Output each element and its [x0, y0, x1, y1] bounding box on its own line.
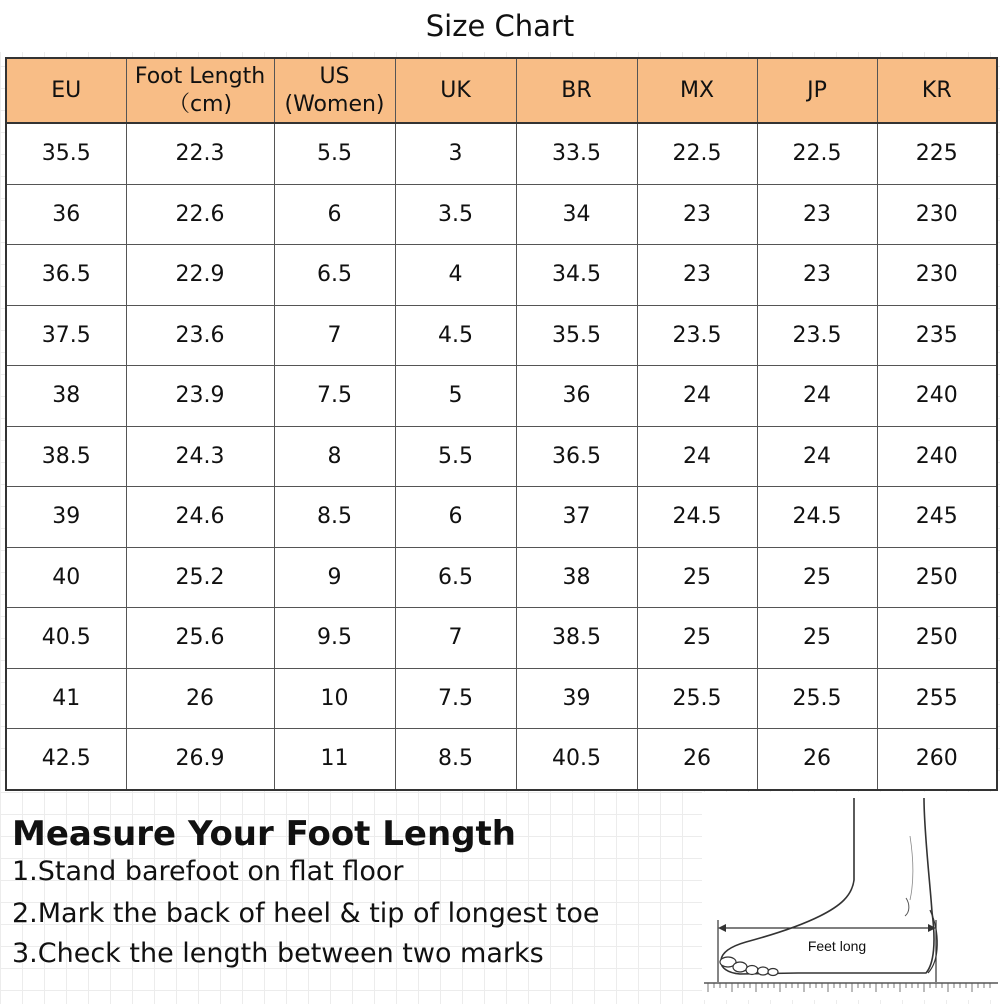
- cell-uk: 7.5: [395, 668, 516, 729]
- table-row: [6, 245, 997, 306]
- table-row: [6, 729, 997, 790]
- cell-foot-length: 26.9: [126, 729, 274, 790]
- cell-br: 34.5: [516, 245, 637, 306]
- cell-uk: 6: [395, 487, 516, 548]
- step-2: 2.Mark the back of heel & tip of longest toe: [12, 898, 600, 929]
- cell-uk: 5.5: [395, 426, 516, 487]
- cell-eu: 40: [6, 547, 126, 608]
- header-kr: [877, 58, 997, 123]
- table-header-row: [6, 58, 997, 123]
- step-3: 3.Check the length between two marks: [12, 938, 544, 969]
- cell-br: 40.5: [516, 729, 637, 790]
- cell-us: 8.5: [274, 487, 395, 548]
- cell-mx: 25.5: [637, 668, 757, 729]
- cell-kr: 240: [877, 426, 997, 487]
- header-foot-length-unit: （cm): [167, 91, 233, 117]
- cell-kr: 260: [877, 729, 997, 790]
- cell-foot-length: 25.2: [126, 547, 274, 608]
- table-row: [6, 487, 997, 548]
- cell-uk: 4.5: [395, 305, 516, 366]
- cell-mx: 25: [637, 608, 757, 669]
- cell-jp: 25.5: [757, 668, 877, 729]
- cell-jp: 24: [757, 426, 877, 487]
- cell-jp: 24: [757, 366, 877, 427]
- cell-jp: 26: [757, 729, 877, 790]
- foot-measure-diagram: [702, 792, 1000, 1000]
- header-us: [274, 58, 395, 123]
- header-us-sub: (Women): [284, 91, 385, 117]
- table-row: [6, 366, 997, 427]
- cell-mx: 24: [637, 366, 757, 427]
- cell-us: 7: [274, 305, 395, 366]
- cell-us: 9: [274, 547, 395, 608]
- cell-foot-length: 24.3: [126, 426, 274, 487]
- cell-foot-length: 22.6: [126, 184, 274, 245]
- measure-heading: Measure Your Foot Length: [12, 814, 516, 854]
- cell-eu: 40.5: [6, 608, 126, 669]
- cell-uk: 7: [395, 608, 516, 669]
- cell-us: 7.5: [274, 366, 395, 427]
- header-br: [516, 58, 637, 123]
- measure-instructions: [0, 806, 700, 1000]
- feet-long-label: Feet long: [807, 938, 867, 954]
- cell-mx: 26: [637, 729, 757, 790]
- cell-kr: 255: [877, 668, 997, 729]
- cell-br: 36.5: [516, 426, 637, 487]
- cell-jp: 23: [757, 184, 877, 245]
- cell-us: 5.5: [274, 123, 395, 184]
- cell-jp: 23.5: [757, 305, 877, 366]
- cell-jp: 24.5: [757, 487, 877, 548]
- cell-foot-length: 23.6: [126, 305, 274, 366]
- cell-mx: 23: [637, 245, 757, 306]
- cell-eu: 41: [6, 668, 126, 729]
- header-jp-label: JP: [807, 77, 827, 103]
- cell-foot-length: 22.3: [126, 123, 274, 184]
- cell-mx: 23: [637, 184, 757, 245]
- cell-br: 36: [516, 366, 637, 427]
- cell-jp: 25: [757, 608, 877, 669]
- cell-eu: 37.5: [6, 305, 126, 366]
- cell-eu: 36.5: [6, 245, 126, 306]
- cell-jp: 22.5: [757, 123, 877, 184]
- cell-eu: 42.5: [6, 729, 126, 790]
- cell-kr: 225: [877, 123, 997, 184]
- header-us-label: US: [319, 63, 350, 89]
- cell-uk: 6.5: [395, 547, 516, 608]
- table-row: [6, 305, 997, 366]
- cell-us: 11: [274, 729, 395, 790]
- table-body: [6, 123, 997, 790]
- cell-mx: 24.5: [637, 487, 757, 548]
- cell-br: 37: [516, 487, 637, 548]
- header-foot-length-label: Foot Length: [134, 63, 266, 89]
- cell-eu: 36: [6, 184, 126, 245]
- header-jp: [757, 58, 877, 123]
- header-foot-length: [126, 58, 274, 123]
- cell-us: 9.5: [274, 608, 395, 669]
- table-row: [6, 184, 997, 245]
- cell-br: 38.5: [516, 608, 637, 669]
- header-eu-label: EU: [51, 77, 82, 103]
- cell-jp: 25: [757, 547, 877, 608]
- cell-eu: 38.5: [6, 426, 126, 487]
- step-1: 1.Stand barefoot on flat floor: [12, 856, 404, 887]
- cell-kr: 250: [877, 547, 997, 608]
- cell-foot-length: 26: [126, 668, 274, 729]
- header-eu: [6, 58, 126, 123]
- cell-br: 39: [516, 668, 637, 729]
- foot-outline-icon: [702, 792, 1000, 1000]
- cell-jp: 23: [757, 245, 877, 306]
- cell-mx: 22.5: [637, 123, 757, 184]
- cell-us: 10: [274, 668, 395, 729]
- cell-eu: 39: [6, 487, 126, 548]
- cell-kr: 230: [877, 184, 997, 245]
- cell-mx: 25: [637, 547, 757, 608]
- cell-eu: 38: [6, 366, 126, 427]
- cell-us: 6.5: [274, 245, 395, 306]
- cell-foot-length: 25.6: [126, 608, 274, 669]
- header-br-label: BR: [561, 77, 592, 103]
- table-row: [6, 547, 997, 608]
- cell-mx: 23.5: [637, 305, 757, 366]
- cell-foot-length: 23.9: [126, 366, 274, 427]
- header-uk-label: UK: [440, 77, 471, 103]
- table-row: [6, 426, 997, 487]
- cell-kr: 245: [877, 487, 997, 548]
- cell-uk: 3: [395, 123, 516, 184]
- cell-foot-length: 24.6: [126, 487, 274, 548]
- header-mx-label: MX: [679, 77, 715, 103]
- cell-uk: 4: [395, 245, 516, 306]
- table-row: [6, 123, 997, 184]
- cell-uk: 8.5: [395, 729, 516, 790]
- cell-uk: 5: [395, 366, 516, 427]
- cell-foot-length: 22.9: [126, 245, 274, 306]
- header-mx: [637, 58, 757, 123]
- cell-kr: 250: [877, 608, 997, 669]
- cell-br: 33.5: [516, 123, 637, 184]
- table-row: [6, 668, 997, 729]
- cell-eu: 35.5: [6, 123, 126, 184]
- header-uk: [395, 58, 516, 123]
- page-title: Size Chart: [0, 0, 1000, 52]
- cell-kr: 240: [877, 366, 997, 427]
- cell-br: 35.5: [516, 305, 637, 366]
- cell-kr: 235: [877, 305, 997, 366]
- cell-kr: 230: [877, 245, 997, 306]
- cell-us: 8: [274, 426, 395, 487]
- cell-br: 34: [516, 184, 637, 245]
- cell-br: 38: [516, 547, 637, 608]
- header-kr-label: KR: [921, 77, 952, 103]
- cell-mx: 24: [637, 426, 757, 487]
- table-row: [6, 608, 997, 669]
- cell-uk: 3.5: [395, 184, 516, 245]
- cell-us: 6: [274, 184, 395, 245]
- size-chart-table: [5, 57, 998, 791]
